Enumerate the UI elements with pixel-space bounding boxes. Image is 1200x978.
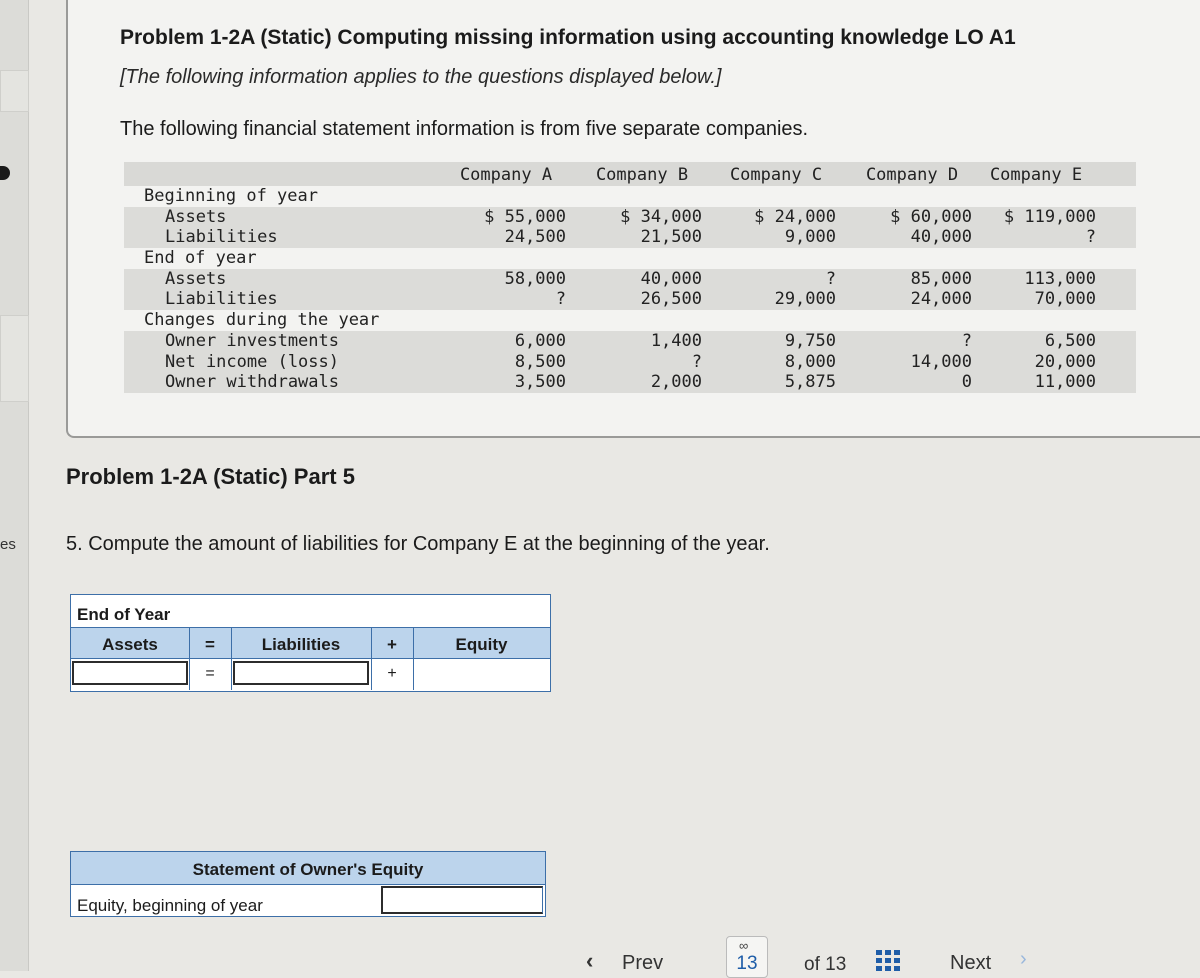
fin-row — [124, 310, 1136, 331]
fin-cell: 9,000 — [784, 227, 836, 248]
fin-cell: 1,400 — [650, 330, 702, 351]
fin-cell: $ 24,000 — [754, 206, 836, 227]
fin-cell: 40,000 — [910, 227, 972, 248]
owners-equity-header — [71, 852, 545, 885]
fin-cell: ? — [691, 351, 702, 372]
page-selector[interactable] — [726, 936, 768, 978]
fin-row-label: Beginning of year — [144, 186, 318, 206]
fin-row-label: Owner investments — [165, 330, 339, 351]
fin-row — [124, 372, 1136, 393]
fin-row — [124, 289, 1136, 310]
page-total: of 13 — [804, 954, 847, 975]
fin-cell: 40,000 — [640, 268, 702, 289]
current-page: 13 — [736, 953, 758, 974]
fin-cell: 6,000 — [514, 330, 566, 351]
fin-cell: 24,500 — [504, 227, 566, 248]
fin-row-label: Liabilities — [165, 289, 278, 310]
question-navigation — [570, 938, 1200, 975]
fin-cell: 24,000 — [910, 289, 972, 310]
fin-row — [124, 227, 1136, 248]
fin-cell: 11,000 — [1034, 372, 1096, 393]
fin-cell: 85,000 — [910, 268, 972, 289]
fin-row — [124, 331, 1136, 352]
rail-label: es — [0, 536, 16, 553]
fin-cell: 8,000 — [784, 351, 836, 372]
plus-header: + — [387, 635, 397, 654]
plus-sign: + — [387, 665, 397, 682]
equity-beginning-input[interactable] — [381, 886, 543, 914]
link-icon: ∞ — [739, 938, 749, 953]
fin-cell: $ 34,000 — [620, 206, 702, 227]
current-question-indicator — [0, 166, 10, 180]
fin-row-label: Assets — [165, 206, 227, 227]
equation-input-row — [71, 658, 550, 690]
question-text: 5. Compute the amount of liabilities for Company E at the beginning of the year. — [66, 533, 770, 555]
fin-cell: 58,000 — [504, 268, 566, 289]
fin-cell: 70,000 — [1034, 289, 1096, 310]
fin-cell: ? — [1085, 227, 1096, 248]
equity-header: Equity — [455, 635, 508, 654]
fin-cell: 113,000 — [1024, 268, 1096, 289]
fin-row — [124, 186, 1136, 207]
equation-table-title: End of Year — [77, 605, 171, 624]
fin-row-label: Liabilities — [165, 227, 278, 248]
fin-cell: ? — [555, 289, 566, 310]
fin-column-header: Company C — [729, 165, 823, 185]
owners-equity-title: Statement of Owner's Equity — [192, 860, 424, 879]
owners-equity-statement — [70, 851, 546, 917]
rail-tab[interactable] — [0, 70, 29, 112]
fin-header-row — [124, 162, 1136, 186]
equity-input[interactable] — [415, 661, 548, 685]
equals-header: = — [205, 635, 215, 654]
fin-cell: 0 — [961, 372, 972, 393]
equals-sign: = — [205, 665, 215, 682]
fin-column-header: Company B — [595, 165, 689, 185]
fin-column-header: Company D — [865, 165, 959, 185]
fin-row — [124, 352, 1136, 373]
fin-column-header: Company A — [459, 165, 553, 185]
fin-cell: 2,000 — [650, 372, 702, 393]
fin-cell: $ 60,000 — [890, 206, 972, 227]
fin-cell: ? — [825, 268, 836, 289]
assets-input[interactable] — [72, 661, 188, 685]
rail-tab[interactable] — [0, 315, 29, 402]
prev-button[interactable]: Prev — [622, 952, 664, 974]
fin-column-header: Company E — [989, 165, 1083, 185]
problem-subtitle: [The following information applies to the questions displayed below.] — [120, 66, 722, 88]
financial-info-table — [124, 162, 1136, 393]
fin-row — [124, 248, 1136, 269]
fin-row-label: Owner withdrawals — [165, 372, 339, 393]
equation-header-row — [71, 627, 550, 659]
fin-cell: 21,500 — [640, 227, 702, 248]
fin-cell: $ 119,000 — [1003, 206, 1096, 227]
chevron-right-icon[interactable]: › — [1020, 948, 1027, 970]
problem-intro: The following financial statement information is from five separate companies. — [120, 118, 809, 140]
fin-cell: 6,500 — [1044, 330, 1096, 351]
accounting-equation-table — [70, 594, 551, 692]
fin-row-label: End of year — [144, 248, 257, 269]
equity-beginning-label: Equity, beginning of year — [77, 896, 263, 915]
assets-header: Assets — [102, 635, 158, 654]
fin-row-label: Assets — [165, 268, 227, 289]
liabilities-input[interactable] — [233, 661, 369, 685]
next-button[interactable]: Next — [950, 952, 992, 974]
fin-row-label: Net income (loss) — [165, 351, 339, 372]
problem-title: Problem 1-2A (Static) Computing missing information using accounting knowledge LO A1 — [120, 26, 1016, 49]
fin-cell: 8,500 — [514, 351, 566, 372]
left-rail — [0, 0, 29, 971]
fin-cell: 29,000 — [774, 289, 836, 310]
part-title: Problem 1-2A (Static) Part 5 — [66, 464, 355, 489]
chevron-left-icon[interactable]: ‹ — [586, 948, 594, 973]
grid-icon[interactable] — [876, 950, 902, 972]
liabilities-header: Liabilities — [261, 635, 341, 654]
fin-cell: 5,875 — [784, 372, 836, 393]
fin-cell: 14,000 — [910, 351, 972, 372]
fin-cell: 9,750 — [784, 330, 836, 351]
fin-cell: 3,500 — [514, 372, 566, 393]
fin-cell: $ 55,000 — [484, 206, 566, 227]
fin-cell: 26,500 — [640, 289, 702, 310]
fin-row-label: Changes during the year — [144, 310, 380, 331]
fin-cell: 20,000 — [1034, 351, 1096, 372]
fin-row — [124, 269, 1136, 290]
fin-cell: ? — [961, 330, 972, 351]
fin-row — [124, 207, 1136, 228]
